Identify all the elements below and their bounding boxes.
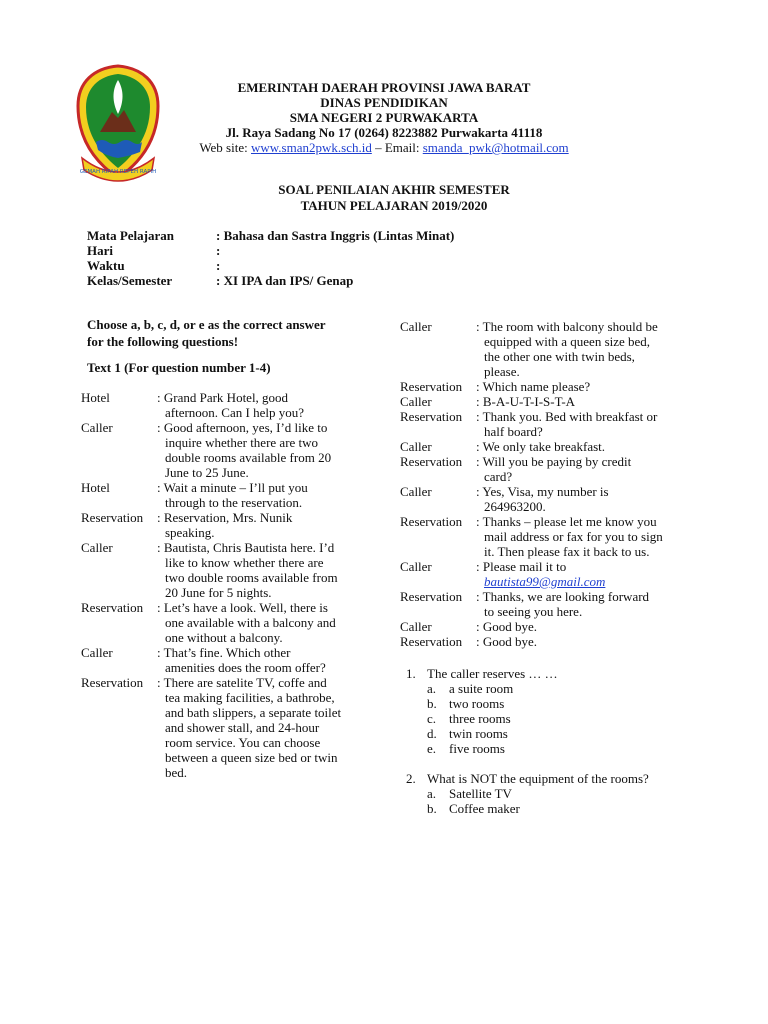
question-number: 2. (406, 771, 416, 786)
dialog-text (476, 559, 605, 589)
dialog-entry (81, 600, 381, 645)
dialog-entry (400, 394, 700, 409)
dialog-line: : Thanks – please let me know you (476, 514, 657, 529)
dialog-text (476, 439, 605, 454)
dialog-line: between a queen size bed or twin (165, 750, 338, 765)
dialog-line: through to the reservation. (165, 495, 303, 510)
dialog-speaker: Reservation (400, 589, 463, 604)
answer-option[interactable] (406, 801, 706, 816)
dialog-line: mail address or fax for you to sign (484, 529, 663, 544)
dialog-line: and shower stall, and 24-hour (165, 720, 320, 735)
info-value-subject: : Bahasa dan Sastra Inggris (Lintas Minat) (216, 228, 455, 243)
dialog-line: : Thank you. Bed with breakfast or (476, 409, 658, 424)
question-list (406, 666, 706, 816)
answer-option[interactable] (406, 741, 706, 756)
dialog-text (476, 484, 609, 514)
dialog-text (476, 454, 631, 484)
dialog-line: and bath slippers, a separate toilet (165, 705, 342, 720)
dialog-line: : Let’s have a look. Well, there is (157, 600, 328, 615)
email-link[interactable]: smanda_pwk@hotmail.com (422, 140, 569, 155)
dialog-line: speaking. (165, 525, 215, 540)
dialog-line: : Bautista, Chris Bautista here. I’d (157, 540, 335, 555)
question (406, 771, 706, 816)
dialog-text (476, 394, 575, 409)
dialog-text (157, 600, 336, 645)
question-stem (406, 666, 706, 681)
answer-option[interactable] (406, 696, 706, 711)
dialog-speaker: Caller (81, 420, 113, 435)
dialog-line: : Grand Park Hotel, good (157, 390, 289, 405)
info-label-time: Waktu (87, 258, 125, 273)
option-letter: a. (427, 786, 437, 801)
header-school: SMA NEGERI 2 PURWAKARTA (289, 110, 479, 125)
answer-option[interactable] (406, 681, 706, 696)
option-letter: b. (427, 696, 437, 711)
dialog-text (476, 409, 657, 439)
dialog-line: bed. (165, 765, 188, 780)
dialog-line: : Which name please? (476, 379, 591, 394)
info-value-day: : (216, 243, 221, 258)
dialog-speaker: Hotel (81, 480, 110, 495)
dialog-line: half board? (484, 424, 543, 439)
dialog-text (157, 645, 326, 675)
dialog-entry (400, 589, 700, 619)
option-letter: d. (427, 726, 437, 741)
dialog-entry (400, 514, 700, 559)
dialog-entry (81, 390, 381, 420)
dialog-line: afternoon. Can I help you? (165, 405, 304, 420)
dialog-entry (400, 319, 700, 379)
option-text: five rooms (449, 741, 505, 756)
question-stem (406, 771, 706, 786)
question-number: 1. (406, 666, 416, 681)
dialog-entry (81, 420, 381, 480)
exam-year: TAHUN PELAJARAN 2019/2020 (300, 198, 488, 213)
answer-option[interactable] (406, 786, 706, 801)
dialog-entry (81, 510, 381, 540)
dialog-speaker: Reservation (400, 409, 463, 424)
answer-option[interactable] (406, 726, 706, 741)
info-value-time: : (216, 258, 221, 273)
dialog-entry (81, 540, 381, 600)
dialog-speaker: Caller (81, 645, 113, 660)
dialog-line: : That’s fine. Which other (157, 645, 291, 660)
option-letter: b. (427, 801, 437, 816)
dialog-line: : There are satelite TV, coffe and (157, 675, 327, 690)
dialog-text (157, 390, 304, 420)
dialog-text (476, 634, 537, 649)
dialog-speaker: Caller (400, 484, 432, 499)
instruction-line-2: for the following questions! (87, 334, 239, 349)
dialog-line: tea making facilities, a bathrobe, (165, 690, 335, 705)
dialog-right-column (400, 319, 700, 649)
option-letter: a. (427, 681, 437, 696)
dialog-line: one available with a balcony and (165, 615, 336, 630)
dialog-entry (400, 409, 700, 439)
dialog-text (157, 540, 338, 600)
dialog-line: please. (484, 364, 520, 379)
dialog-speaker: Reservation (81, 600, 144, 615)
dialog-speaker: Caller (400, 439, 432, 454)
dialog-entry (400, 619, 700, 634)
question-text: The caller reserves … … (427, 666, 558, 681)
dialog-line: amenities does the room offer? (165, 660, 326, 675)
website-link[interactable]: www.sman2pwk.sch.id (250, 140, 372, 155)
option-text: Coffee maker (449, 801, 520, 816)
dialog-line: room service. You can choose (165, 735, 321, 750)
dialog-text (157, 510, 292, 540)
option-text: two rooms (449, 696, 505, 711)
dialog-entry (400, 484, 700, 514)
dialog-entry (81, 645, 381, 675)
dialog-line: one without a balcony. (165, 630, 283, 645)
caller-email-link[interactable]: bautista99@gmail.com (484, 574, 606, 589)
option-letter: e. (427, 741, 437, 756)
option-text: a suite room (449, 681, 514, 696)
dialog-line: the other one with twin beds, (484, 349, 635, 364)
dialog-speaker: Reservation (400, 379, 463, 394)
dialog-line: : B-A-U-T-I-S-T-A (476, 394, 576, 409)
dialog-entry (81, 675, 381, 780)
option-letter: c. (427, 711, 437, 726)
text-heading: Text 1 (For question number 1-4) (87, 360, 271, 375)
header-agency: EMERINTAH DAERAH PROVINSI JAWA BARAT (237, 80, 531, 95)
exam-title: SOAL PENILAIAN AKHIR SEMESTER (278, 182, 510, 197)
dialog-entry (400, 559, 700, 589)
option-text: twin rooms (449, 726, 508, 741)
dialog-line: to seeing you here. (484, 604, 583, 619)
dialog-speaker: Caller (400, 619, 432, 634)
dialog-text (476, 589, 649, 619)
dialog-text (476, 619, 537, 634)
dialog-line: : Good bye. (476, 619, 538, 634)
option-text: three rooms (449, 711, 511, 726)
dialog-line: : The room with balcony should be (476, 319, 658, 334)
dialog-line: two double rooms available from (165, 570, 338, 585)
instruction-line-1: Choose a, b, c, d, or e as the correct answer (87, 317, 326, 332)
dialog-line: June to 25 June. (165, 465, 249, 480)
dialog-speaker: Caller (81, 540, 113, 555)
dialog-line: it. Then please fax it back to us. (484, 544, 650, 559)
dialog-line: : Wait a minute – I’ll put you (157, 480, 308, 495)
dialog-entry (400, 439, 700, 454)
dialog-text (476, 319, 658, 379)
dialog-speaker: Caller (400, 394, 432, 409)
dialog-speaker: Reservation (81, 675, 144, 690)
dialog-line: double rooms available from 20 (165, 450, 332, 465)
option-text: Satellite TV (449, 786, 512, 801)
dialog-line: inquire whether there are two (165, 435, 319, 450)
dialog-speaker: Caller (400, 319, 432, 334)
email-label: – Email: (371, 140, 423, 155)
dialog-line: : Good bye. (476, 634, 538, 649)
dialog-line: : Thanks, we are looking forward (476, 589, 650, 604)
dialog-entry (400, 379, 700, 394)
dialog-text (157, 420, 331, 480)
dialog-speaker: Caller (400, 559, 432, 574)
dialog-line: : Please mail it to (476, 559, 567, 574)
info-label-subject: Mata Pelajaran (87, 228, 175, 243)
dialog-speaker: Reservation (400, 634, 463, 649)
dialog-line: like to know whether there are (165, 555, 324, 570)
dialog-left-column (81, 390, 381, 780)
dialog-text (476, 514, 663, 559)
dialog-line: equipped with a queen size bed, (484, 334, 651, 349)
header-contact (0, 140, 768, 155)
dialog-text (157, 675, 341, 780)
dialog-line: : Good afternoon, yes, I’d like to (157, 420, 328, 435)
header-department: DINAS PENDIDIKAN (320, 95, 448, 110)
dialog-speaker: Reservation (81, 510, 144, 525)
dialog-entry (81, 480, 381, 510)
logo-motto: GEMAH RIPAH REPEH RAPIH (79, 169, 157, 175)
question (406, 666, 706, 756)
info-label-class: Kelas/Semester (87, 273, 173, 288)
dialog-line: 264963200. (484, 499, 546, 514)
dialog-speaker: Hotel (81, 390, 110, 405)
dialog-text (157, 480, 308, 510)
info-value-class: : XI IPA dan IPS/ Genap (216, 273, 354, 288)
answer-option[interactable] (406, 711, 706, 726)
dialog-line: : We only take breakfast. (476, 439, 606, 454)
info-label-day: Hari (87, 243, 113, 258)
dialog-line: : Reservation, Mrs. Nunik (157, 510, 293, 525)
dialog-entry (400, 454, 700, 484)
web-label: Web site: (199, 140, 251, 155)
dialog-line: card? (484, 469, 513, 484)
dialog-speaker: Reservation (400, 514, 463, 529)
dialog-line: : Yes, Visa, my number is (476, 484, 609, 499)
dialog-line: : Will you be paying by credit (476, 454, 632, 469)
header-address: Jl. Raya Sadang No 17 (0264) 8223882 Purwakarta 41118 (225, 125, 543, 140)
dialog-text (476, 379, 590, 394)
question-text: What is NOT the equipment of the rooms? (427, 771, 649, 786)
dialog-entry (400, 634, 700, 649)
dialog-line: 20 June for 5 nights. (165, 585, 272, 600)
dialog-speaker: Reservation (400, 454, 463, 469)
